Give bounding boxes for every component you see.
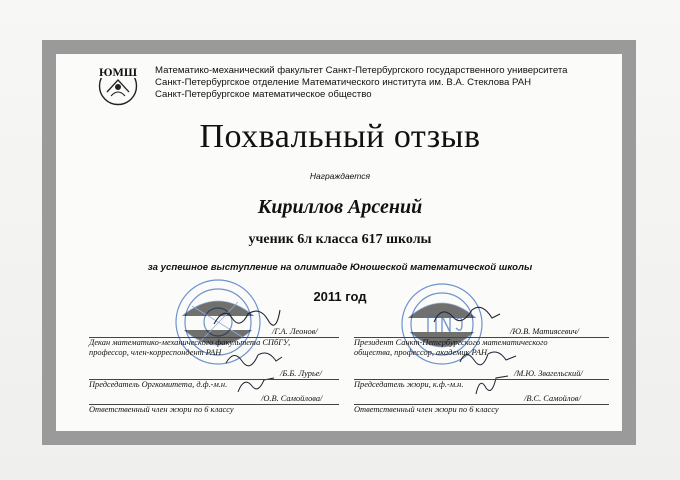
- signatory-name: /Г.А. Леонов/: [272, 327, 318, 336]
- logo-text: ЮМШ: [98, 65, 138, 79]
- recipient-name: Кириллов Арсений: [257, 196, 423, 218]
- organization-line: Санкт-Петербургское отделение Математического института им. В.А. Стеклова РАН: [155, 77, 532, 88]
- yumsh-logo: [93, 62, 143, 106]
- signatory-name: /Б.Б. Лурье/: [280, 369, 322, 378]
- organization-line: Санкт-Петербургское математическое общество: [155, 89, 372, 100]
- organization-line: Математико-механический факультет Санкт-Петербургского государственного университета: [155, 65, 568, 76]
- pupil-line: ученик 6л класса 617 школы: [248, 232, 432, 247]
- signatory-role: Президент Санкт-Петербургского математического общества, профессор, академик РАН: [354, 337, 609, 358]
- awarded-label: Награждается: [309, 171, 371, 181]
- signatory-name: /О.В. Самойлова/: [261, 394, 323, 403]
- award-reason: за успешное выступление на олимпиаде Юношеской математической школы: [147, 262, 533, 273]
- signatory-role: Председатель Оргкомитета, д.ф.-м.н.: [89, 379, 339, 390]
- signatory-name: /М.Ю. Звагельский/: [514, 369, 583, 378]
- signatory-role: Ответственный член жюри по 6 классу: [354, 404, 609, 415]
- signatory-role: Декан математико-механического факультета СПбГУ, профессор, член-корреспондент РАН: [89, 337, 339, 358]
- certificate-title: Похвальный отзыв: [199, 118, 481, 155]
- signatory-name: /Ю.В. Матиясевич/: [510, 327, 580, 336]
- signatory-role: Ответственный член жюри по 6 классу: [89, 404, 339, 415]
- signatory-name: /В.С. Самойлов/: [524, 394, 581, 403]
- organizations-header: [155, 65, 605, 101]
- signature-scribble-icon: [432, 300, 502, 330]
- signatory-role: Председатель жюри, к.ф.-м.н.: [354, 379, 609, 390]
- award-year: 2011 год: [313, 289, 367, 304]
